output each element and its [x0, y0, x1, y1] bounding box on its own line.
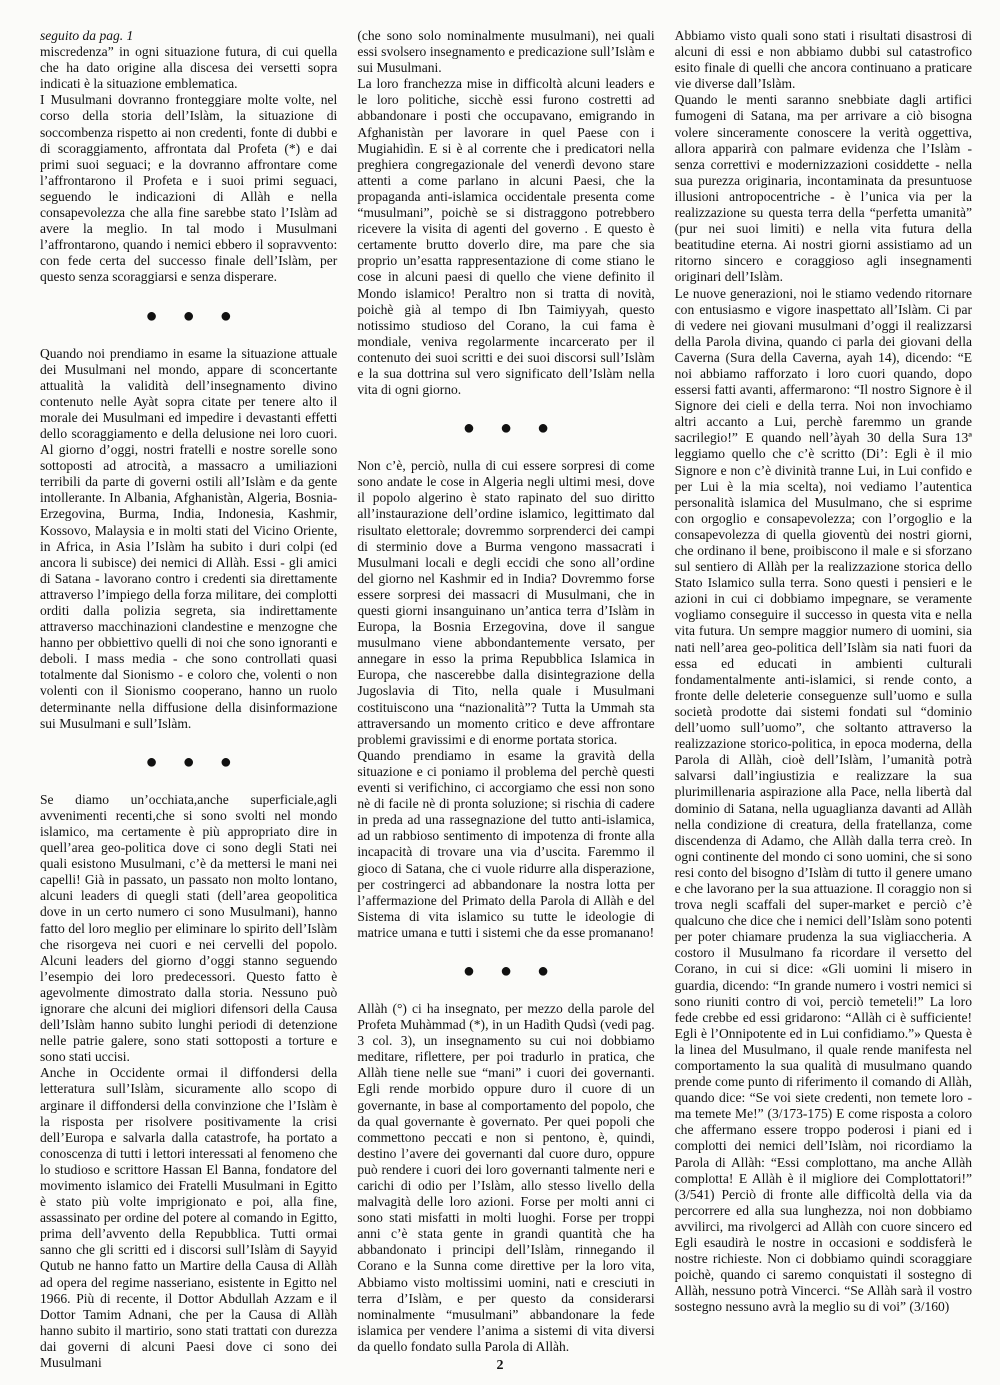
- column-3: [675, 28, 972, 1348]
- paragraph: La loro franchezza mise in difficoltà alcuni leaders e le loro politiche, sicchè essi furono costretti ad abbandonare i posti che occupavano, emigrando in Afghanistàn per lavorare in quel Paese con i Mugiahidìn. E si è al corrente che i predicatori nella preghiera congregazionale del venerdì devono stare attenti a come parlano in alcuni Paesi, che la propaganda anti-islamica occidentale presenta come “musulmani”, poichè se si distraggono potrebbero ricevere la visita di agenti del governo . E questo è certamente brutto doverlo dire, ma pare che sia proprio un’esatta rappresentazione di come stiano le cose in alcuni paesi di quello che viene definito il Mondo islamico! Peraltro non si tratta di novità, poichè già al tempo di Ibn Taimiyyah, questo notissimo studioso del Corano, la cui fama è mondiale, veniva regolarmente incarcerato per il contenuto dei suoi scritti e dei suoi discorsi sull’Islàm e la sua dottrina sul vero significato dell’Islàm nella vita di ogni giorno.: [357, 76, 655, 398]
- column-2: [357, 28, 655, 1354]
- article-columns: [40, 28, 972, 1371]
- paragraph: Le nuove generazioni, noi le stiamo vedendo ritornare con entusiasmo e vigore inaspettato all’Islàm. Ci par di vedere nei giovani musulmani d’oggi il realizzarsi della Parola divina, quando ci parla dei giovani della Caverna (Sura della Caverna, ayah 14), dicendo: “E noi abbiamo rafforzato i loro cuori quando, dopo essersi fatti avanti, affermarono: “Il nostro Signore è il Signore dei cieli e della terra. Noi non invochiamo altri accanto a Lui, perchè faremmo un grande sacrilegio!” E quando nell’àyah 30 della Sura 13ª leggiamo quello che c’è scritto (Di’: Egli è il mio Signore e non c’è divinità tranne Lui, in Lui confido e per Lui è la mia scelta), noi vediamo l’autentica personalità islamica del Musulmano, che si esprime con orgoglio e consapevolezza; con l’orgoglio e la consapevolezza di quella gioventù dei nostri giorni, che ordinano il bene, proibiscono il male e si sforzano sul sentiero di Allàh per la realizzazione storica dello Stato Islamico sulla terra. Sono questi i pensieri e le azioni in cui ci dobbiamo impegnare, se veramente vogliamo conseguire il successo in questa vita e nella vita futura. Un sempre maggior numero di uomini, sia nati nell’area geo-politica dell’Islàm sia nati fuori da essa ed educati in ambienti culturali fondamentalmente anti-islamici, si rende conto, a fronte delle deleterie conseguenze sull’uomo e sulla società prodotte dai sistemi fondati sul “dominio dell’uomo sull’uomo”, che soltanto attraverso la realizzazione storico-politica, in epoca moderna, della Parola di Allàh, cioè dell’Islàm, l’umanità potrà salvarsi dall’ingiustizia e realizzare la sua plurimillenaria aspirazione alla Pace, nella libertà dal dominio di Satana, nella uguaglianza davanti ad Allàh nella condizione di creatura, della fratellanza, come discendenza di Adamo, che Allàh dalla terra creò. In ogni continente del mondo ci sono uomini, che si sono resi conto del bisogno d’Islàm di tutto il genere umano e che lavorano per la sua attuazione. Il coraggio non si trova negli scaffali del super-market e perciò c’è qualcuno che dice che i nemici dell’Islàm sono potenti per poter chiamare prudenza la sua vigliaccheria. A costoro il Musulmano fa ricordare il versetto del Corano, in cui si dice: «Gli uomini li misero in guardia, dicendo: “In grande numero i vostri nemici si sono riuniti contro di voi, perciò temeteli!” La loro fede crebbe ed essi gridarono: “Allàh ci è sufficiente! Egli è l’Onnipotente ed in Lui confidiamo.”» Questa è la linea del Musulmano, il quale rende manifesta nel comportamento la sua qualità di musulmano quando prende come punto di riferimento il comando di Allàh, quando dice: “Se voi siete credenti, non temete loro - ma temete Me!” (3/173-175) E come risposta a coloro che affermano essere troppo poderosi i piani ed i complotti dei nemici dell’Islàm, noi ricordiamo la Parola di Allàh: “Essi complottano, ma anche Allàh complotta! E Allàh è il migliore dei Complottatori!” (3/541) Perciò di fronte alle difficoltà della via da percorrere ed alla sua lunghezza, noi non dobbiamo avvilirci, ma rivolgerci ad Allàh con cuore sincero ed Egli esaudirà le nostre in occasioni e soddisferà le nostre richieste. Non ci dobbiamo quindi scoraggiare poichè, quando ci saremo conquistati il sostegno di Allàh, nessuno potrà Vincerci. “Se Allàh sarà il vostro sostegno nessuno avrà la meglio su di voi” (3/160): [674, 285, 972, 1315]
- section-separator: ● ● ●: [145, 304, 242, 327]
- paragraph: miscredenza” in ogni situazione futura, di cui quella che ha dato origine alla discesa dei versetti sopra indicati è la situazione emblematica.: [40, 44, 338, 92]
- section-separator: ● ● ●: [145, 750, 242, 773]
- paragraph: Anche in Occidente ormai il diffondersi della letteratura sull’Islàm, sicuramente allo scopo di arginare il diffondersi della convinzione che l’Islàm è la risposta per risolvere positivamente la crisi dell’Europa e salvarla dalla catastrofe, ha portato a conoscenza di tutti i lettori interessati al fenomeno che lo studioso e scrittore Hassan El Banna, fondatore del movimento islamico dei Fratelli Musulmani in Egitto è stato più volte imprigionato e poi, alla fine, assassinato per ordine del potere al comando in Egitto, prima dell’avvento della Repubblica. Tutti ormai sanno che gli scritti ed i discorsi sull’Islàm di Sayyid Qutub ne hanno fatto un Martire della Causa di Allàh ad opera del regime nasseriano, esistente in Egitto nel 1966. Più di recente, il Dottor Abdullah Azzam e il Dottor Tamim Adnani, che per la Causa di Allàh hanno subito il martirio, sono stati trattati con durezza dai governi di alcuni Paesi dove ci sono dei Musulmani: [40, 1065, 338, 1371]
- paragraph: I Musulmani dovranno fronteggiare molte volte, nel corso della storia dell’Islàm, la situazione di soccombenza rispetto ai non credenti, fonte di dubbi e di scoraggiamento, affrontata dal Profeta (*) e dai primi suoi seguaci; e la dovranno affrontare come l’affrontarono il Profeta e i suoi primi seguaci, seguendo le indicazioni di Allàh e nella consapevolezza che alla fine sarebbe stato l’Islàm ad avere la meglio. In tal modo i Musulmani l’affrontarono, quando i nemici ebbero il sopravvento: con fede certa del successo finale dell’Islàm, per questo senza scoraggiarsi e senza disperare.: [40, 92, 338, 285]
- paragraph: Abbiamo visto quali sono stati i risultati disastrosi di alcuni di essi e non abbiamo dubbi sul catastrofico esito finale di quelli che ancora continuano a praticare vie diverse dall’Islàm.: [674, 28, 972, 92]
- continued-from-label: seguito da pag. 1: [40, 28, 134, 43]
- paragraph: Allàh (°) ci ha insegnato, per mezzo della parole del Profeta Muhàmmad (*), in un Hadìth Qudsì (vedi pag. 3 col. 3), un insegnamento su cui noi dobbiamo meditare, riflettere, per poi tradurlo in pratica, che Allàh tiene nelle sue “mani” i cuori dei governanti. Egli rende morbido oppure duro il cuore di un governante, in base al comportamento del popolo, che da qual governante è governato. Per quei popoli che commettono peccati e non si pentono, è, quindi, destino l’avere dei governanti dal cuore duro, oppure può rendere i cuori dei loro governanti talmente neri e carichi di odio per l’Islàm, allo stesso livello della malvagità delle loro azioni. Forse per molti anni ci sono stati misfatti in molti luoghi. Forse per troppi anni c’è stata gente in grandi quantità che ha abbandonato i principi dell’Islàm, rinnegando il Corano e la Sunna come direttive per la loro vita, Abbiamo visto moltissimi uomini, nati e cresciuti in terra d’Islàm, e per questo da considerarsi nominalmente “musulmani” abbandonare la fede islamica per vendere l’anima a sistemi di vita diversi da quello fondato sulla Parola di Allàh.: [357, 1000, 655, 1354]
- paragraph: Quando le menti saranno snebbiate dagli artifici fumogeni di Satana, ma per arrivare a ciò bisogna volere sinceramente conoscere la verità oggettiva, allora apparirà con palmare evidenza che l’Islàm - senza correttivi e modernizzazioni cosiddette - nella sua purezza originaria, incontaminata da presuntuose illusioni antropocentriche - è l’unica via per la realizzazione su questa terra della “perfetta umanità” (pur nei suoi limiti) e nella vita futura della beatitudine eterna. Ai nostri giorni assistiamo ad un ritorno sincero e coraggioso agli insegnamenti originari dell’Islàm.: [674, 92, 972, 285]
- paragraph: Quando noi prendiamo in esame la situazione attuale dei Musulmani nel mondo, appare di sconcertante attualità la validità dell’insegnamento divino contenuto nelle Ayàt sopra citate per tenere alto il morale dei Musulmani ed impedire i devastanti effetti dello scoraggiamento e della delusione nei loro cuori. Al giorno d’oggi, nostri fratelli e nostre sorelle sono sottoposti ad atrocità, a massacro a umiliazioni terribili da parte di governi ostili all’Islàm e da gente intollerante. In Albania, Afghanistàn, Algeria, Bosnia-Erzegovina, Burma, India, Indonesia, Kashmir, Kossovo, Malaysia e in molti stati del Vicino Oriente, in Africa, in Asia l’Islàm ha subito i duri colpi (ed ancora li subisce) dei nemici di Allàh. Essi - gli amici di Satana - lavorano contro i credenti sia direttamente attraverso l’impiego della forza militare, dei complotti orditi dalla polizia segreta, sia indirettamente attraverso macchinazioni clandestine e menzogne che hanno per obbiettivo quelli di noi che sono ignoranti e deboli. I mass media - che sono controllati quasi totalmente dal Sionismo - e coloro che, volenti o non volenti con il Sionismo cooperano, hanno un ruolo determinante nella diffusione della disinformazione sui Musulmani e sull’Islàm.: [40, 345, 338, 731]
- paragraph: Se diamo un’occhiata,anche superficiale,agli avvenimenti recenti,che si sono svolti nel mondo islamico, ma certamente è più appropriato dire in quell’area geo-politica dove ci sono degli Stati nei quali esistono Musulmani, c’è da mettersi le mani nei capelli! Già in passato, un passato non molto lontano, alcuni leaders di quegli stati (dell’area geopolitica dove in un certo numero ci sono Musulmani), hanno fatto del loro meglio per eliminare lo spirito dell’Islàm che risorgeva nei cuori e nei cervelli del popolo. Alcuni leaders del giorno d’oggi stanno seguendo l’esempio dei loro predecessori. Questo fatto è agevolmente dimostrato dalla storia. Nessuno può ignorare che alcuni dei migliori difensori della Causa dell’Islàm hanno subito lunghi periodi di detenzione nelle patrie galere, sono stati sottoposti a torture e sono stati uccisi.: [40, 791, 338, 1065]
- section-separator: ● ● ●: [462, 959, 560, 982]
- page-number: 2: [496, 1358, 504, 1373]
- paragraph: (che sono solo nominalmente musulmani), nei quali essi svolsero insegnamento e predicazione sull’Islàm e sui Musulmani.: [357, 28, 655, 76]
- column-1: [40, 28, 338, 1371]
- paragraph: Quando prendiamo in esame la gravità della situazione e ci poniamo il problema del perchè questi eventi si verifichino, ci accorgiamo che essi non sono nè di facile nè di pronta soluzione; si rischia di cadere in preda ad una rassegnazione del tutto anti-islamica, ad un rabbioso sentimento di impotenza di fronte alla incapacità di trovare una via d’uscita. Faremmo il gioco di Satana, che ci vuole ridurre alla disperazione, per costringerci ad abbandonare la nostra lotta per l’affermazione del Primato della Parola di Allàh e del Sistema di vita islamico su tutte le ideologie di matrice umana e tutti i sistemi che da esse promanano!: [357, 747, 655, 940]
- section-separator: ● ● ●: [462, 417, 560, 440]
- paragraph: Non c’è, perciò, nulla di cui essere sorpresi di come sono andate le cose in Algeria negli ultimi mesi, dove il popolo algerino è stato rapinato del suo diritto all’instaurazione dell’ordine islamico, legittimato dal risultato elettorale; dovremmo sorprenderci dei campi di sterminio dove a Burma vengono massacrati i Musulmani locali e degli eccidi che sono all’ordine del giorno nel Kashmir ed in India? Dovremmo forse essere sorpresi dei massacri di Musulmani, che in questi giorni insanguinano un’antica terra d’Islàm in Europa, la Bosnia Erzegovina, dove il sangue musulmano viene abbondantemente versato, per annegare in esso la prima Repubblica Islamica in Europa, che nascerebbe dalla disintegrazione della Jugoslavia di Tito, nella quale i Musulmani costituiscono una “nazionalità”? Tutta la Ummah sta attraversando un momento critico e deve affrontare problemi gravissimi e di enorme portata storica.: [357, 458, 655, 747]
